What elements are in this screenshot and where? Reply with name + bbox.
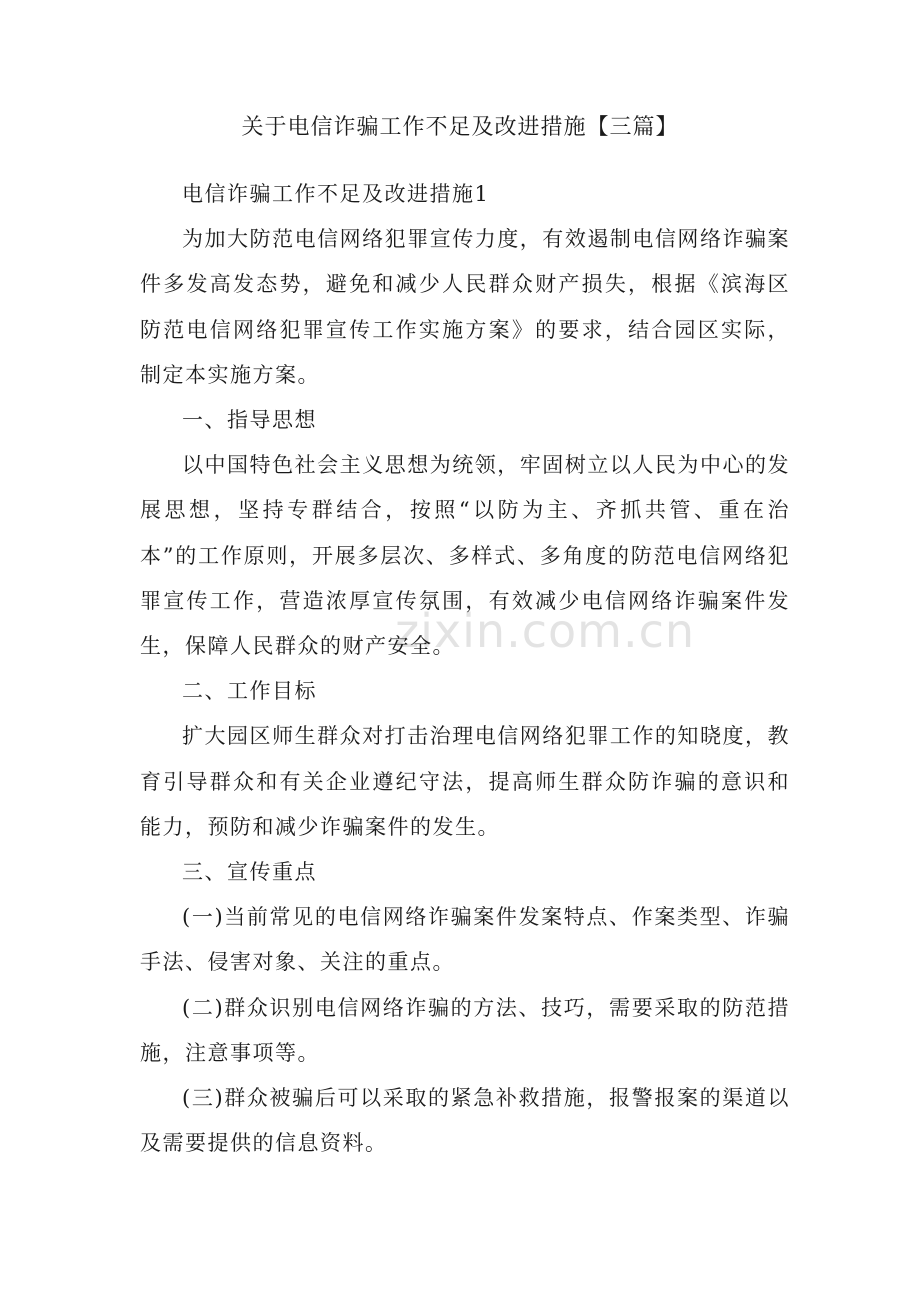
watermark: zixin.com.cn xyxy=(395,604,696,658)
section-heading: 电信诈骗工作不足及改进措施1 xyxy=(182,182,490,206)
list-item-focus-3: (三)群众被骗后可以采取的紧急补救措施，报警报案的渠道以及需要提供的信息资料。 xyxy=(140,1086,790,1156)
document-title: 关于电信诈骗工作不足及改进措施【三篇】 xyxy=(241,115,679,140)
heading-publicity-focus: 三、宣传重点 xyxy=(182,860,317,885)
document-body xyxy=(140,172,790,1166)
list-item-focus-1: (一)当前常见的电信网络诈骗案件发案特点、作案类型、诈骗手法、侵害对象、关注的重点。 xyxy=(140,905,790,975)
heading-guiding-ideology: 一、指导思想 xyxy=(182,408,317,433)
paragraph-work-goals: 扩大园区师生群众对打击治理电信网络犯罪工作的知晓度，教育引导群众和有关企业遵纪守法，提高师生群众防诈骗的意识和能力，预防和减少诈骗案件的发生。 xyxy=(140,724,790,839)
heading-work-goals: 二、工作目标 xyxy=(182,679,317,704)
paragraph-guiding-ideology: 以中国特色社会主义思想为统领，牢固树立以人民为中心的发展思想，坚持专群结合，按照“以防为主、齐抓共管、重在治本”的工作原则，开展多层次、多样式、多角度的防范电信网络犯罪宣传工作，营造浓厚宣传氛围，有效减少电信网络诈骗案件发生，保障人民群众的财产安全。 xyxy=(140,453,790,659)
paragraph-intro: 为加大防范电信网络犯罪宣传力度，有效遏制电信网络诈骗案件多发高发态势，避免和减少人民群众财产损失，根据《滨海区防范电信网络犯罪宣传工作实施方案》的要求，结合园区实际，制定本实施方案。 xyxy=(140,227,790,387)
list-item-focus-2: (二)群众识别电信网络诈骗的方法、技巧，需要采取的防范措施，注意事项等。 xyxy=(140,995,790,1065)
